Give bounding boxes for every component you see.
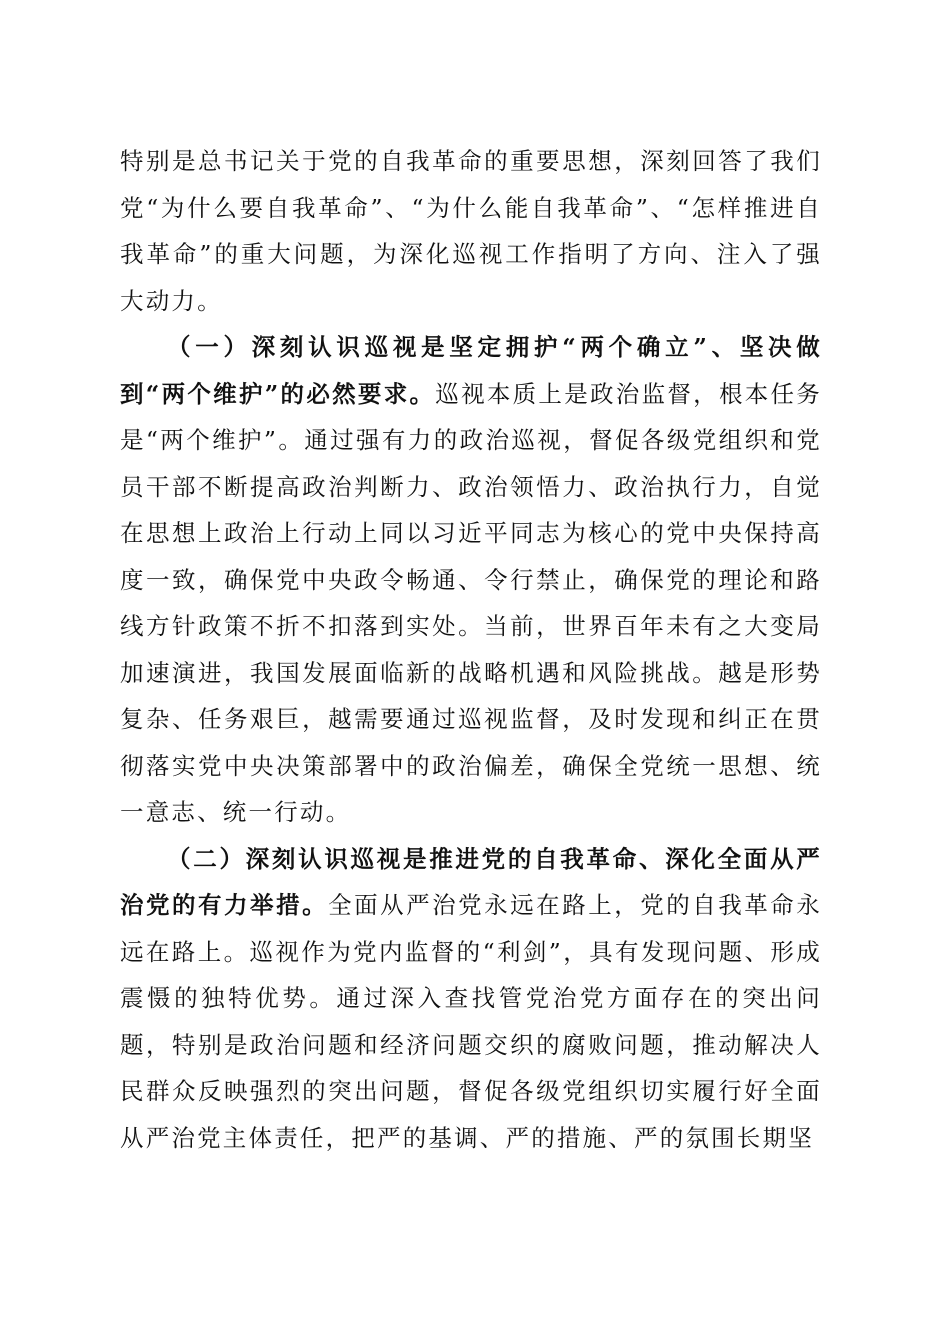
section-heading-1: （一）深刻认识巡视是坚定拥护“两个确立”、坚决做到“两个维护”的必然要求。 [120,333,822,408]
document-body [120,138,822,1161]
paragraph-text: 特别是总书记关于党的自我革命的重要思想，深刻回答了我们党“为什么要自我革命”、“为什么能自我革命”、“怎样推进自我革命”的重大问题，为深化巡视工作指明了方向、注入了强大动力。 [120,147,822,315]
paragraph-text: 全面从严治党永远在路上，党的自我革命永远在路上。巡视作为党内监督的“利剑”，具有发现问题、形成震慑的独特优势。通过深入查找管党治党方面存在的突出问题，特别是政治问题和经济问题交织的腐败问题，推动解决人民群众反映强烈的突出问题，督促各级党组织切实履行好全面从严治党主体责任，把严的基调、严的措施、严的氛围长期坚 [120,891,822,1152]
paragraph-text: 巡视本质上是政治监督，根本任务是“两个维护”。通过强有力的政治巡视，督促各级党组织和党员干部不断提高政治判断力、政治领悟力、政治执行力，自觉在思想上政治上行动上同以习近平同志为核心的党中央保持高度一致，确保党中央政令畅通、令行禁止，确保党的理论和路线方针政策不折不扣落到实处。当前，世界百年未有之大变局加速演进，我国发展面临新的战略机遇和风险挑战。越是形势复杂、任务艰巨，越需要通过巡视监督，及时发现和纠正在贯彻落实党中央决策部署中的政治偏差，确保全党统一思想、统一意志、统一行动。 [120,379,823,826]
paragraph-section-1 [120,324,822,836]
section-heading-2: （二）深刻认识巡视是推进党的自我革命、深化全面从严治党的有力举措。 [120,844,822,919]
paragraph-section-2 [120,836,822,1162]
paragraph-continuation [120,138,822,324]
